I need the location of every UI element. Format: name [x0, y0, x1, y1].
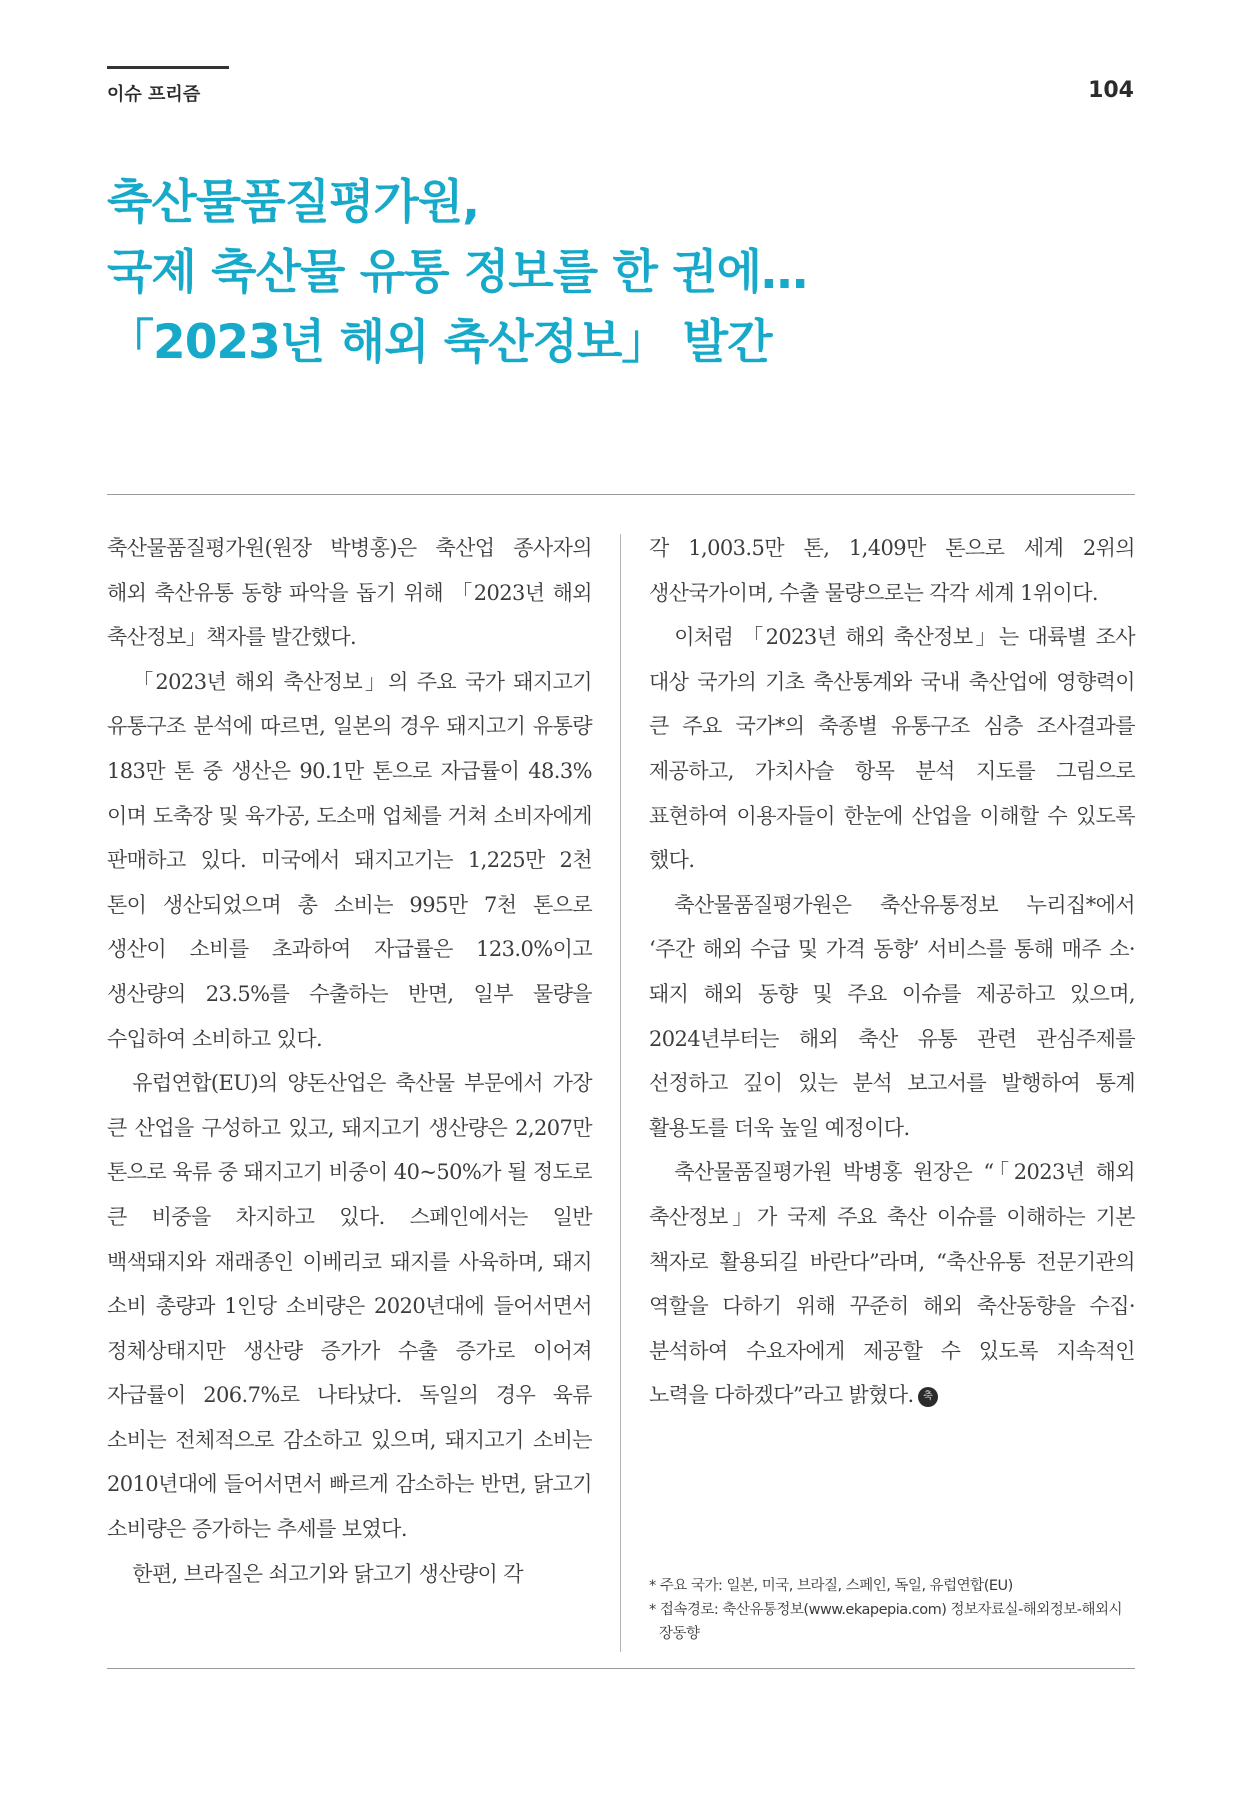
header-rule [107, 66, 229, 69]
article-column-right [649, 526, 1135, 1418]
column-divider [620, 534, 621, 1652]
paragraph: 유럽연합(EU)의 양돈산업은 축산물 부문에서 가장 큰 산업을 구성하고 있고, 돼지고기 생산량은 2,207만 톤으로 육류 중 돼지고기 비중이 40~50%가 될 정도로 큰 비중을 차지하고 있다. 스페인에서는 일반 백색돼지와 재래종인 이베리코 돼지를 사육하며, 돼지 소비 총량과 1인당 소비량은 2020년대에 들어서면서 정체상태지만 생산량 증가가 수출 증가로 이어져 자급률이 206.7%로 나타났다. 독일의 경우 육류 소비는 전체적으로 감소하고 있으며, 돼지고기 소비는 2010년대에 들어서면서 빠르게 감소하는 반면, 닭고기 소비량은 증가하는 추세를 보였다. [107, 1071, 592, 1542]
headline-line-2: 국제 축산물 유통 정보를 한 권에… [107, 245, 808, 300]
headline-line-3: 「2023년 해외 축산정보」 발간 [107, 315, 772, 370]
article-headline [107, 168, 1147, 378]
footnote: * 주요 국가: 일본, 미국, 브라질, 스페인, 독일, 유럽연합(EU) [649, 1578, 1013, 1594]
paragraph: 「2023년 해외 축산정보」의 주요 국가 돼지고기 유통구조 분석에 따르면, 일본의 경우 돼지고기 유통량 183만 톤 중 생산은 90.1만 톤으로 자급률이 48.3%이며 도축장 및 육가공, 도소매 업체를 거쳐 소비자에게 판매하고 있다. 미국에서 돼지고기는 1,225만 2천 톤이 생산되었으며 총 소비는 995만 7천 톤으로 생산이 소비를 초과하여 자급률은 123.0%이고 생산량의 23.5%를 수출하는 반면, 일부 물량을 수입하여 소비하고 있다. [107, 669, 592, 1051]
paragraph: 이처럼 「2023년 해외 축산정보」는 대륙별 조사 대상 국가의 기초 축산통계와 국내 축산업에 영향력이 큰 주요 국가*의 축종별 유통구조 심층 조사결과를 제공하고, 가치사슬 항목 분석 지도를 그림으로 표현하여 이용자들이 한눈에 산업을 이해할 수 있도록 했다. [649, 625, 1135, 873]
paragraph: 축산물품질평가원은 축산유통정보 누리집*에서 ‘주간 해외 수급 및 가격 동향’ 서비스를 통해 매주 소·돼지 해외 동향 및 주요 이슈를 제공하고 있으며, 2024년부터는 해외 축산 유통 관련 관심주제를 선정하고 깊이 있는 분석 보고서를 발행하여 통계 활용도를 더욱 높일 예정이다. [649, 892, 1135, 1140]
paragraph-text: 축산물품질평가원 박병홍 원장은 “「2023년 해외 축산정보」가 국제 주요 축산 이슈를 이해하는 기본 책자로 활용되길 바란다”라며, “축산유통 전문기관의 역할을 다하기 위해 꾸준히 해외 축산동향을 수집·분석하여 수요자에게 제공할 수 있도록 지속적인 노력을 다하겠다”라고 밝혔다. [649, 1160, 1135, 1408]
footnote: * 접속경로: 축산유통정보(www.ekapepia.com) 정보자료실-해외정보-해외시장동향 [649, 1602, 1123, 1642]
headline-divider [107, 494, 1135, 495]
article-end-mark-icon: 축 [918, 1387, 938, 1407]
footnotes [649, 1574, 1135, 1646]
paragraph-last [649, 1150, 1135, 1418]
article-column-left [107, 526, 592, 1596]
paragraph: 한편, 브라질은 쇠고기와 닭고기 생산량이 각 [132, 1561, 523, 1586]
bottom-rule [107, 1668, 1135, 1669]
paragraph: 각 1,003.5만 톤, 1,409만 톤으로 세계 2위의 생산국가이며, 수출 물량으로는 각각 세계 1위이다. [649, 536, 1135, 605]
headline-line-1: 축산물품질평가원, [107, 175, 480, 230]
paragraph: 축산물품질평가원(원장 박병홍)은 축산업 종사자의 해외 축산유통 동향 파악을 돕기 위해 「2023년 해외 축산정보」책자를 발간했다. [107, 536, 592, 650]
section-label: 이슈 프리즘 [107, 84, 201, 105]
page-number: 104 [1088, 78, 1134, 103]
